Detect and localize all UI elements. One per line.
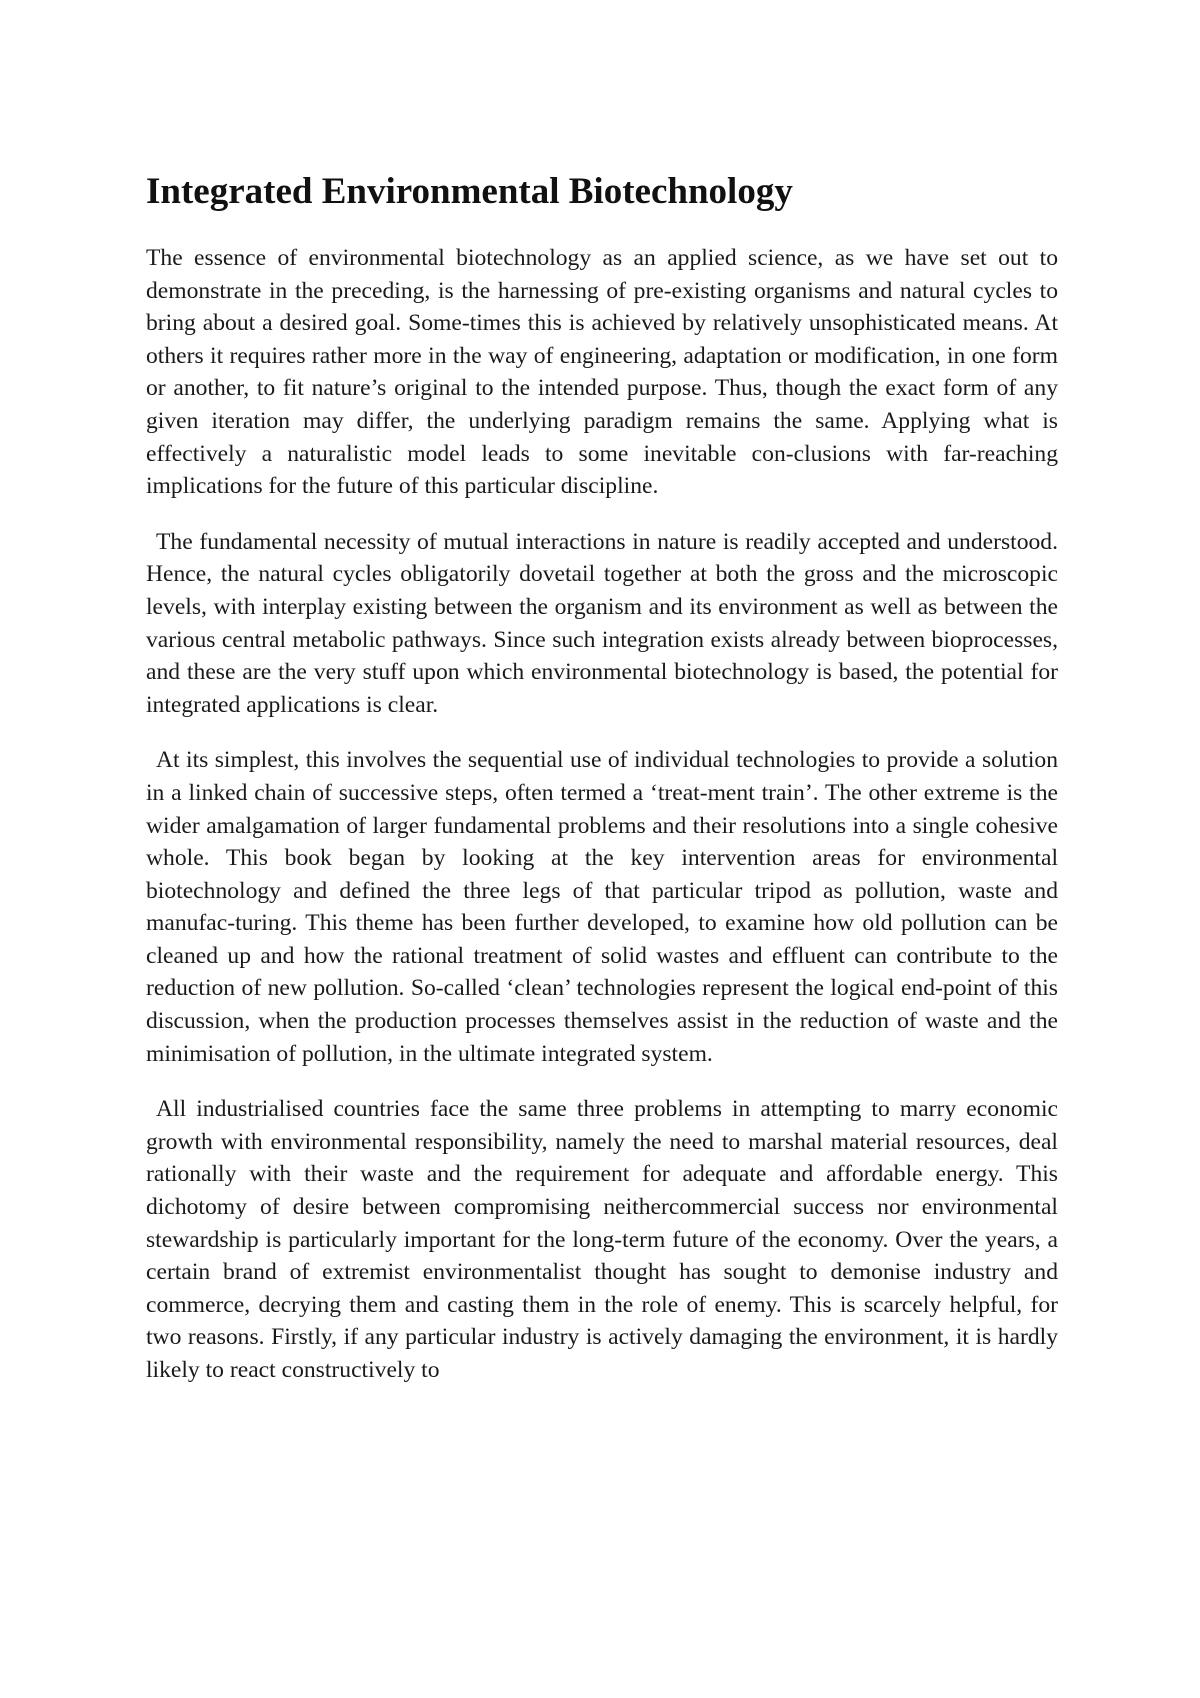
document-page [146, 170, 1058, 1410]
paragraph-1: The essence of environmental biotechnology as an applied science, as we have set out to demonstrate in the preceding, is the harnessing of pre-existing organisms and natural cycles to bring about a desired goal. Some-times this is achieved by relatively unsophisticated means. At others it requires rather more in the way of engineering, adaptation or modification, in one form or another, to fit nature’s original to the intended purpose. Thus, though the exact form of any given iteration may differ, the underlying paradigm remains the same. Applying what is effectively a naturalistic model leads to some inevitable con-clusions with far-reaching implications for the future of this particular discipline. [146, 245, 1058, 500]
document-title: Integrated Environmental Biotechnology [146, 171, 793, 212]
paragraph-4: All industrialised countries face the same three problems in attempting to marry economic growth with environmental responsibility, namely the need to marshal material resources, deal rationally with their waste and the requirement for adequate and affordable energy. This dichotomy of desire between compromising neithercommercial success nor environmental stewardship is particularly important for the long-term future of the economy. Over the years, a certain brand of extremist environmentalist thought has sought to demonise industry and commerce, decrying them and casting them in the role of enemy. This is scarcely helpful, for two reasons. Firstly, if any particular industry is actively damaging the environment, it is hardly likely to react constructively to [146, 1096, 1058, 1383]
paragraph-2: The fundamental necessity of mutual interactions in nature is readily accepted and understood. Hence, the natural cycles obligatorily dovetail together at both the gross and the microscopic levels, with interplay existing between the organism and its environment as well as between the various central metabolic pathways. Since such integration exists already between bioprocesses, and these are the very stuff upon which environmental biotechnology is based, the potential for integrated applications is clear. [146, 528, 1058, 718]
paragraph-3: At its simplest, this involves the sequential use of individual technologies to provide a solution in a linked chain of successive steps, often termed a ‘treat-ment train’. The other extreme is the wider amalgamation of larger fundamental problems and their resolutions into a single cohesive whole. This book began by looking at the key intervention areas for environmental biotechnology and defined the three legs of that particular tripod as pollution, waste and manufac-turing. This theme has been further developed, to examine how old pollution can be cleaned up and how the rational treatment of solid wastes and effluent can contribute to the reduction of new pollution. So-called ‘clean’ technologies represent the logical end-point of this discussion, when the production processes themselves assist in the reduction of waste and the minimisation of pollution, in the ultimate integrated system. [146, 747, 1058, 1067]
